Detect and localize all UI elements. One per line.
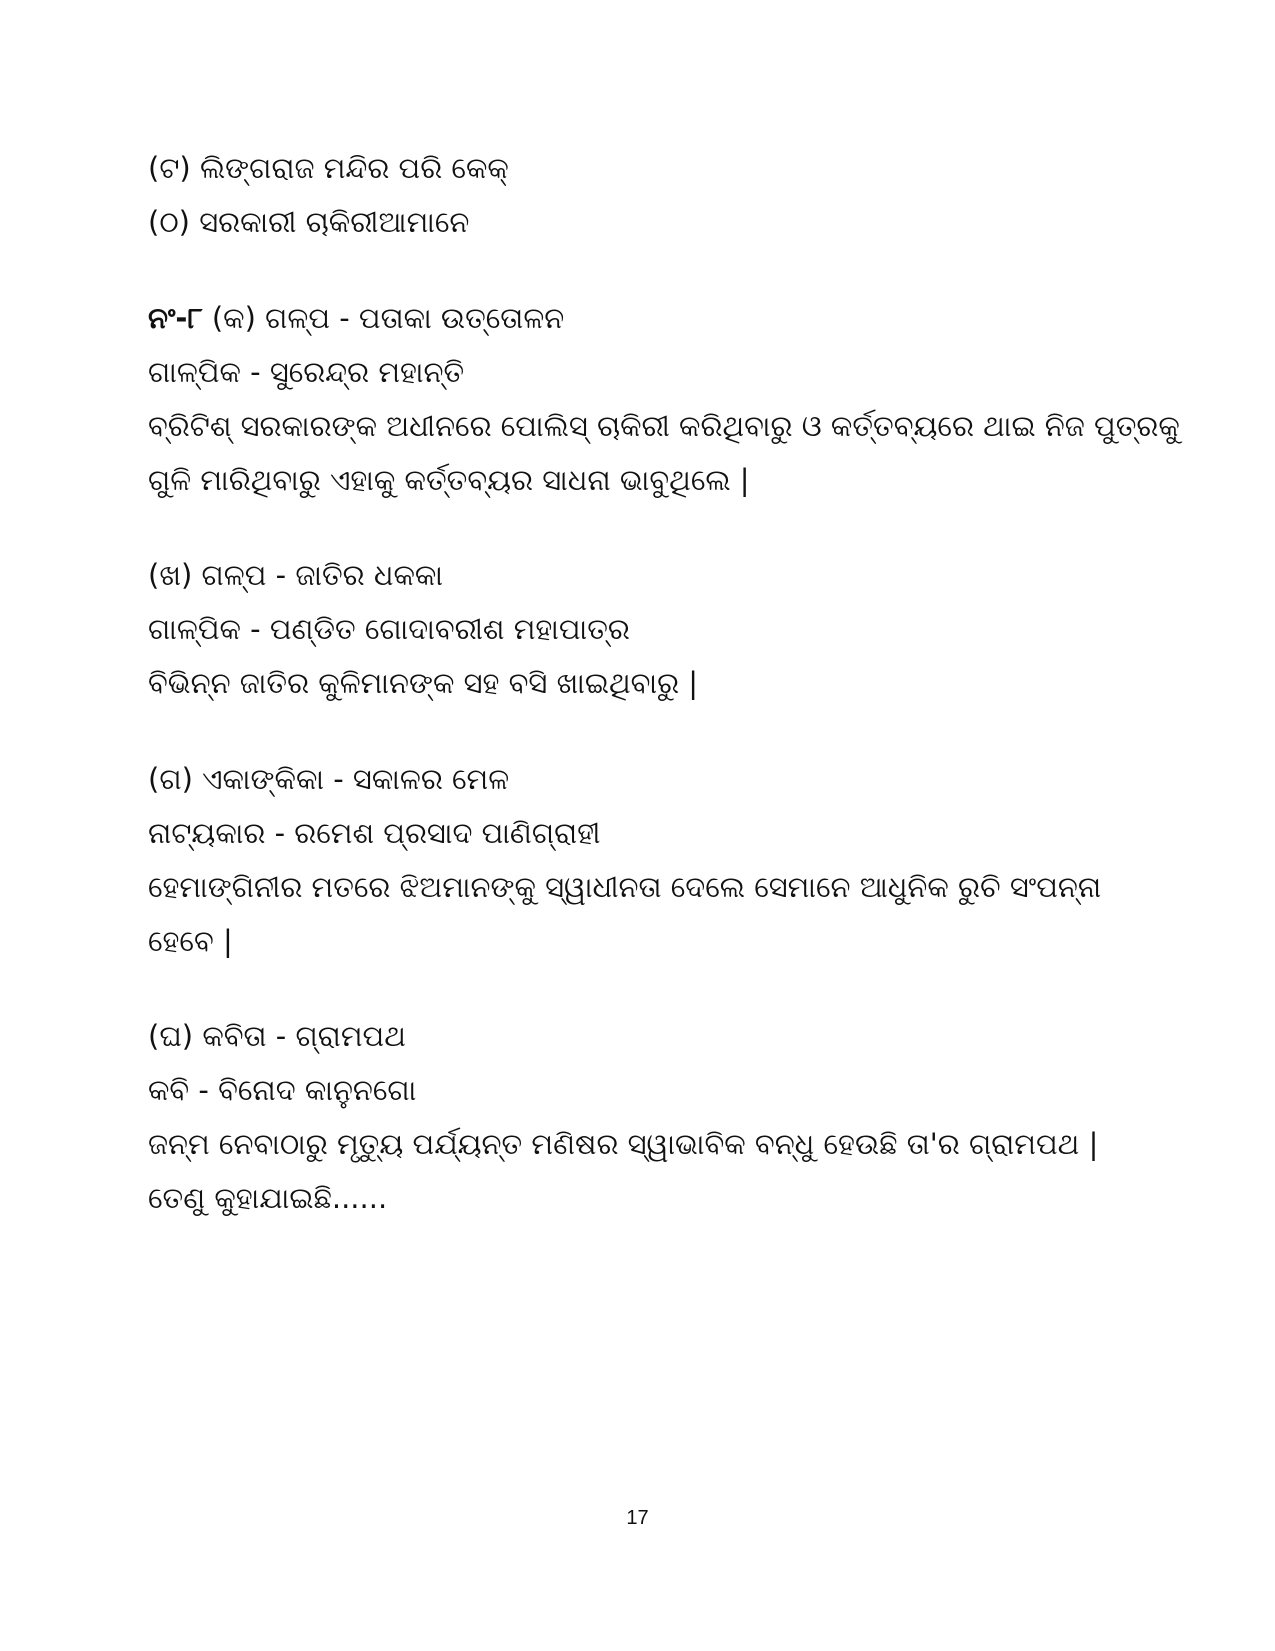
ga-answer-line-1: ହେମାଙ୍ଗିନୀର ମତରେ ଝିଅମାନଙ୍କୁ ସ୍ୱାଧୀନତା ଦେଲେ ସେମାନେ ଆଧୁନିକ ରୁଚି ସଂପନ୍ନା (148, 870, 1102, 904)
ga-answer-line-2: ହେବେ | (148, 924, 233, 958)
ga-author: ନାଟ୍ୟକାର - ରମେଶ ପ୍ରସାଦ ପାଣିଗ୍ରାହୀ (148, 816, 601, 850)
question-number: ନଂ-୮ (148, 301, 203, 335)
gha-answer-line-1: ଜନ୍ମ ନେବାଠାରୁ ମୃତ୍ୟୁ ପର୍ଯ୍ୟନ୍ତ ମଣିଷର ସ୍ୱାଭାବିକ ବନ୍ଧୁ ହେଉଛି ତା'ର ଗ୍ରାମପଥ | (148, 1127, 1099, 1161)
q8-heading (148, 300, 564, 336)
ga-title: (ଗ) ଏକାଙ୍କିକା - ସକାଳର ମେଳ (148, 762, 510, 796)
intro-line-ta: (ଟ) ଲିଙ୍ଗରାଜ ମନ୍ଦିର ପରି କେକ୍ (148, 151, 509, 185)
kha-title: (ଖ) ଗଳ୍ପ - ଜାତିର ଧକକା (148, 558, 443, 592)
kha-author: ଗାଳ୍ପିକ - ପଣ୍ଡିତ ଗୋଦାବରୀଶ ମହାପାତ୍ର (148, 612, 630, 646)
gha-title: (ଘ) କବିତା - ଗ୍ରାମପଥ (148, 1019, 406, 1053)
q8-title: (କ) ଗଳ୍ପ - ପତାକା ଉତ୍ତୋଳନ (202, 301, 565, 335)
gha-author: କବି - ବିନୋଦ କାନୁନଗୋ (148, 1073, 417, 1107)
gha-answer-line-2: ତେଣୁ କୁହାଯାଇଛି...... (148, 1181, 388, 1215)
q8-author: ଗାଳ୍ପିକ - ସୁରେନ୍ଦ୍ର ମହାନ୍ତି (148, 355, 465, 389)
intro-line-tha: (ଠ) ସରକାରୀ ଚାକିରୀଆମାନେ (148, 205, 470, 239)
q8-answer-line-2: ଗୁଳି ମାରିଥିବାରୁ ଏହାକୁ କର୍ତ୍ତବ୍ୟର ସାଧନା ଭାବୁଥିଲେ | (148, 463, 750, 497)
page-number: 17 (626, 1507, 649, 1529)
q8-answer-line-1: ବ୍ରିଟିଶ୍ ସରକାରଙ୍କ ଅଧୀନରେ ପୋଲିସ୍ ଚାକିରୀ କରିଥିବାରୁ ଓ କର୍ତ୍ତବ୍ୟରେ ଥାଇ ନିଜ ପୁତ୍ରକୁ (148, 409, 1180, 443)
kha-answer-line-1: ବିଭିନ୍ନ ଜାତିର କୁଳିମାନଙ୍କ ସହ ବସି ଖାଇଥିବାରୁ | (148, 666, 699, 700)
